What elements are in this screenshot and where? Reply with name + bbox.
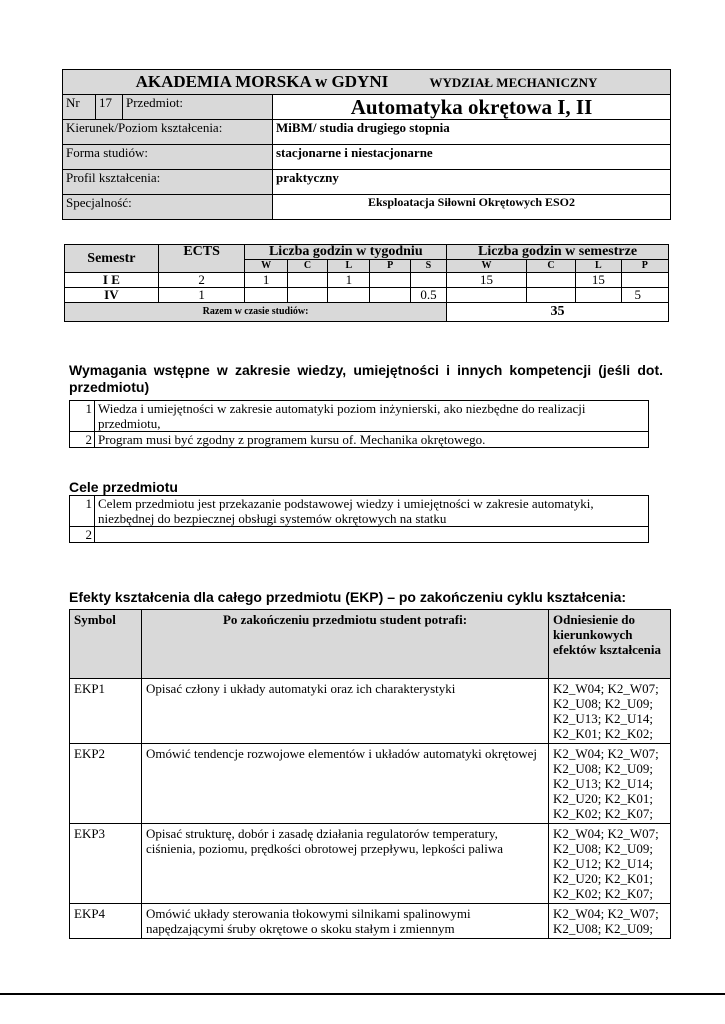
ekp-description: Opisać człony i układy automatyki oraz ich charakterystyki	[142, 679, 549, 744]
header-title-cell	[63, 70, 671, 95]
week-sub-p: P	[370, 260, 410, 273]
sem-cell	[526, 273, 575, 288]
sem-sub-p: P	[621, 260, 668, 273]
week-cell	[410, 273, 446, 288]
nr-label: Nr	[63, 95, 96, 120]
col-description: Po zakończeniu przedmiotu student potrafi:	[142, 610, 549, 679]
week-cell: 1	[245, 273, 287, 288]
study-form-value: stacjonarne i niestacjonarne	[273, 145, 671, 170]
col-semester-hours: Liczba godzin w semestrze	[447, 245, 669, 260]
ekp-description: Omówić układy sterowania tłokowymi silnikami spalinowymi napędzającymi śruby okrętowe o skoku stałym i zmiennym	[142, 904, 549, 939]
ekp-symbol: EKP3	[70, 824, 142, 904]
week-cell	[328, 288, 370, 303]
profile-value: praktyczny	[273, 170, 671, 195]
goals-title: Cele przedmiotu	[69, 479, 178, 495]
requirements-table	[69, 400, 649, 448]
item-text: Celem przedmiotu jest przekazanie podstawowej wiedzy i umiejętności w zakresie automatyki, niezbędnej do bezpiecznej obsługi systemów okrętowych na statku	[95, 496, 649, 527]
specialty-value: Eksploatacja Siłowni Okrętowych ESO2	[273, 195, 671, 220]
ekp-description: Opisać strukturę, dobór i zasadę działania regulatorów temperatury, ciśnienia, poziomu, prędkości obrotowej przepływu, lepkości paliwa	[142, 824, 549, 904]
field-label: Kierunek/Poziom kształcenia:	[63, 120, 273, 145]
week-cell: 0.5	[410, 288, 446, 303]
subject-label: Przedmiot:	[123, 95, 273, 120]
week-sub-w: W	[245, 260, 287, 273]
total-value: 35	[447, 303, 669, 322]
field-value: MiBM/ studia drugiego stopnia	[273, 120, 671, 145]
ekp-symbol: EKP4	[70, 904, 142, 939]
sem-cell	[576, 288, 621, 303]
ekp-description: Omówić tendencje rozwojowe elementów i układów automatyki okrętowej	[142, 744, 549, 824]
ekp-symbol: EKP2	[70, 744, 142, 824]
requirements-title	[69, 362, 663, 396]
table-row	[70, 679, 671, 744]
total-label: Razem w czasie studiów:	[65, 303, 447, 322]
list-item	[70, 432, 649, 448]
ects-cell: 2	[158, 273, 245, 288]
item-number: 1	[70, 401, 95, 432]
col-semestr: Semestr	[65, 245, 159, 273]
week-cell: 1	[328, 273, 370, 288]
sem-cell	[621, 273, 668, 288]
academy-name: AKADEMIA MORSKA w GDYNI	[135, 72, 389, 91]
specialty-label: Specjalność:	[63, 195, 273, 220]
study-form-label: Forma studiów:	[63, 145, 273, 170]
item-number: 2	[70, 527, 95, 543]
item-number: 2	[70, 432, 95, 448]
subject-value: Automatyka okrętowa I, II	[273, 95, 671, 120]
list-item	[70, 527, 649, 543]
effects-table	[69, 609, 671, 939]
effects-title: Efekty kształcenia dla całego przedmiotu (EKP) – po zakończeniu cyklu kształcenia:	[69, 589, 627, 605]
semester-cell: I E	[65, 273, 159, 288]
nr-value: 17	[96, 95, 123, 120]
col-ects: ECTS	[158, 245, 245, 273]
profile-label: Profil kształcenia:	[63, 170, 273, 195]
sem-cell: 5	[621, 288, 668, 303]
week-cell	[245, 288, 287, 303]
semester-hours-table	[64, 244, 669, 322]
col-reference: Odniesienie do kierunkowych efektów kształcenia	[549, 610, 671, 679]
ects-cell: 1	[158, 288, 245, 303]
week-sub-l: L	[328, 260, 370, 273]
week-cell	[370, 273, 410, 288]
course-header-table	[62, 69, 671, 220]
sem-sub-l: L	[576, 260, 621, 273]
table-row	[70, 904, 671, 939]
sem-cell: 15	[447, 273, 527, 288]
faculty-name: WYDZIAŁ MECHANICZNY	[429, 75, 598, 90]
week-sub-s: S	[410, 260, 446, 273]
page-bottom-rule	[0, 993, 725, 995]
semester-row	[65, 288, 669, 303]
ekp-reference: K2_W04; K2_W07; K2_U08; K2_U09; K2_U13; K2_U14; K2_K01; K2_K02;	[549, 679, 671, 744]
week-cell	[287, 288, 327, 303]
ekp-symbol: EKP1	[70, 679, 142, 744]
sem-cell	[526, 288, 575, 303]
sem-sub-w: W	[447, 260, 527, 273]
sem-sub-c: C	[526, 260, 575, 273]
table-row	[70, 744, 671, 824]
week-sub-c: C	[287, 260, 327, 273]
requirements-title-line2: przedmiotu)	[69, 379, 150, 395]
table-row	[70, 824, 671, 904]
item-text: Program musi być zgodny z programem kursu of. Mechanika okrętowego.	[95, 432, 649, 448]
sem-cell	[447, 288, 527, 303]
sem-cell: 15	[576, 273, 621, 288]
semester-cell: IV	[65, 288, 159, 303]
semester-row	[65, 273, 669, 288]
ekp-reference: K2_W04; K2_W07; K2_U08; K2_U09; K2_U12; K2_U14; K2_U20; K2_K01; K2_K02; K2_K07;	[549, 824, 671, 904]
ekp-reference: K2_W04; K2_W07; K2_U08; K2_U09; K2_U13; K2_U14; K2_U20; K2_K01; K2_K02; K2_K07;	[549, 744, 671, 824]
list-item	[70, 401, 649, 432]
goals-table	[69, 495, 649, 543]
col-symbol: Symbol	[70, 610, 142, 679]
week-cell	[287, 273, 327, 288]
item-text: Wiedza i umiejętności w zakresie automatyki poziom inżynierski, ako niezbędne do realizacji przedmiotu,	[95, 401, 649, 432]
week-cell	[370, 288, 410, 303]
col-week-hours: Liczba godzin w tygodniu	[245, 245, 447, 260]
item-number: 1	[70, 496, 95, 527]
item-text	[95, 527, 649, 543]
list-item	[70, 496, 649, 527]
ekp-reference: K2_W04; K2_W07; K2_U08; K2_U09;	[549, 904, 671, 939]
requirements-title-line1: Wymagania wstępne w zakresie wiedzy, umiejętności i innych kompetencji (jeśli dot.	[69, 362, 663, 378]
